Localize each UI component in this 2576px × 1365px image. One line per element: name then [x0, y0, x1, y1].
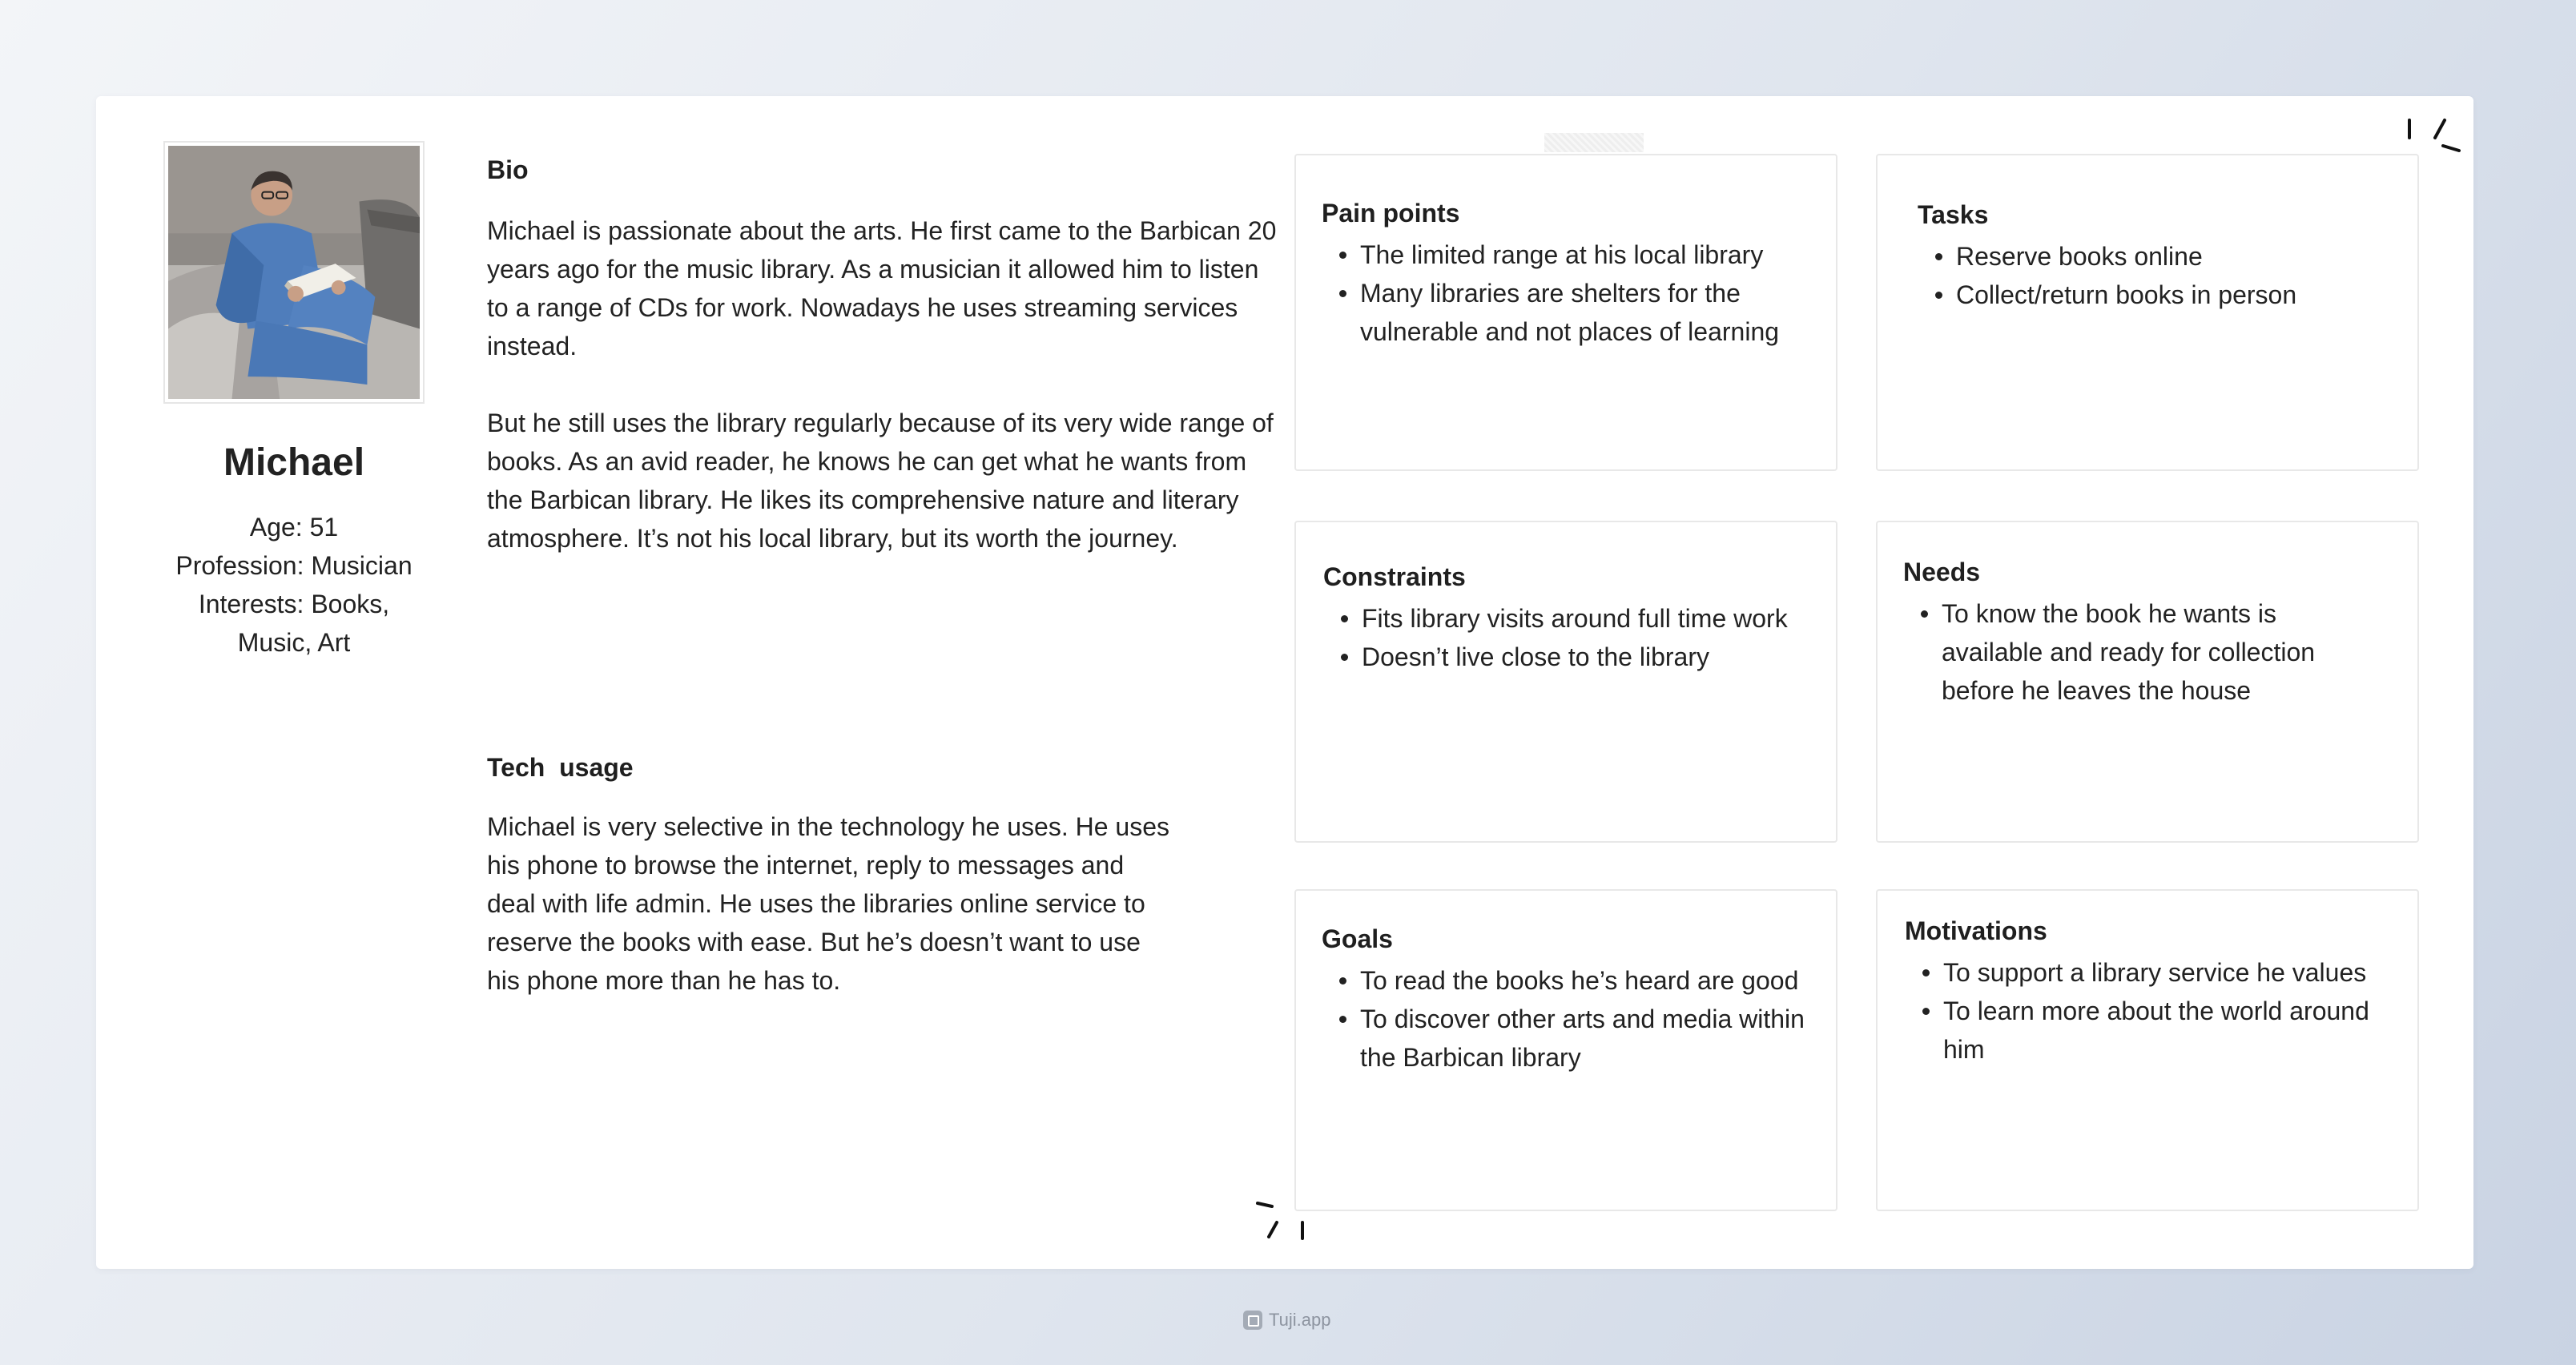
footer-brand[interactable]	[1243, 1306, 1330, 1335]
needs-list	[1903, 594, 2353, 710]
tape-decoration	[1544, 133, 1644, 152]
motivations-list	[1905, 953, 2398, 1069]
constraints-box	[1294, 521, 1837, 843]
list-item: Collect/return books in person	[1918, 276, 2398, 314]
bio-paragraph-2: But he still uses the library regularly because of its very wide range of books. As an avid reader, he knows he can get what he wants from the Barbican library. He likes its comprehensive nature and literary atmosphere. It’s not his local library, but its worth the journey.	[487, 409, 1274, 553]
constraints-title: Constraints	[1323, 562, 1466, 591]
persona-name: Michael	[223, 441, 365, 484]
tasks-list	[1918, 237, 2398, 314]
persona-interests-line2: Music, Art	[237, 628, 351, 657]
tuji-logo-icon	[1243, 1311, 1262, 1330]
persona-profession: Profession: Musician	[175, 551, 413, 580]
bio-paragraph-1: Michael is passionate about the arts. He first came to the Barbican 20 years ago for the music library. As a musician it allowed him to listen to a range of CDs for work. Nowadays he uses streaming services instead.	[487, 216, 1277, 360]
persona-card	[96, 96, 2473, 1269]
goals-box	[1294, 889, 1837, 1211]
sparkle-decoration-bottom-left	[1250, 1194, 1322, 1266]
bio-title: Bio	[487, 155, 529, 184]
footer-brand-label: Tuji.app	[1269, 1310, 1331, 1330]
motivations-box	[1876, 889, 2419, 1211]
tasks-box	[1876, 154, 2419, 471]
pain-points-box	[1294, 154, 1837, 471]
sparkle-decoration-top-right	[2403, 115, 2475, 171]
list-item: Many libraries are shelters for the vulnerable and not places of learning	[1322, 274, 1817, 351]
tasks-title: Tasks	[1918, 200, 1989, 229]
goals-title: Goals	[1322, 924, 1393, 953]
persona-photo	[168, 146, 420, 399]
list-item: To learn more about the world around him	[1905, 992, 2398, 1069]
list-item: To support a library service he values	[1905, 953, 2398, 992]
list-item: Fits library visits around full time work	[1323, 599, 1817, 638]
persona-interests-line1: Interests: Books,	[198, 590, 390, 618]
list-item: To discover other arts and media within the Barbican library	[1322, 1000, 1826, 1077]
list-item: The limited range at his local library	[1322, 236, 1817, 274]
persona-age: Age: 51	[249, 513, 339, 542]
goals-list	[1322, 961, 1826, 1077]
pain-points-list	[1322, 236, 1817, 351]
persona-photo-frame	[163, 141, 425, 404]
list-item: Reserve books online	[1918, 237, 2398, 276]
tech-usage-title: Tech usage	[487, 753, 634, 782]
needs-box	[1876, 521, 2419, 843]
persona-details	[144, 508, 444, 662]
list-item: To read the books he’s heard are good	[1322, 961, 1826, 1000]
list-item: Doesn’t live close to the library	[1323, 638, 1817, 676]
constraints-list	[1323, 599, 1817, 676]
needs-title: Needs	[1903, 558, 1981, 586]
motivations-title: Motivations	[1905, 916, 2047, 945]
pain-points-title: Pain points	[1322, 199, 1460, 228]
tech-usage-paragraph: Michael is very selective in the technology he uses. He uses his phone to browse the internet, reply to messages and deal with life admin. He uses the libraries online service to reserve the books with ease. But he’s doesn’t want to use his phone more than he has to.	[487, 812, 1169, 995]
list-item: To know the book he wants is available and ready for collection before he leaves the house	[1903, 594, 2353, 710]
